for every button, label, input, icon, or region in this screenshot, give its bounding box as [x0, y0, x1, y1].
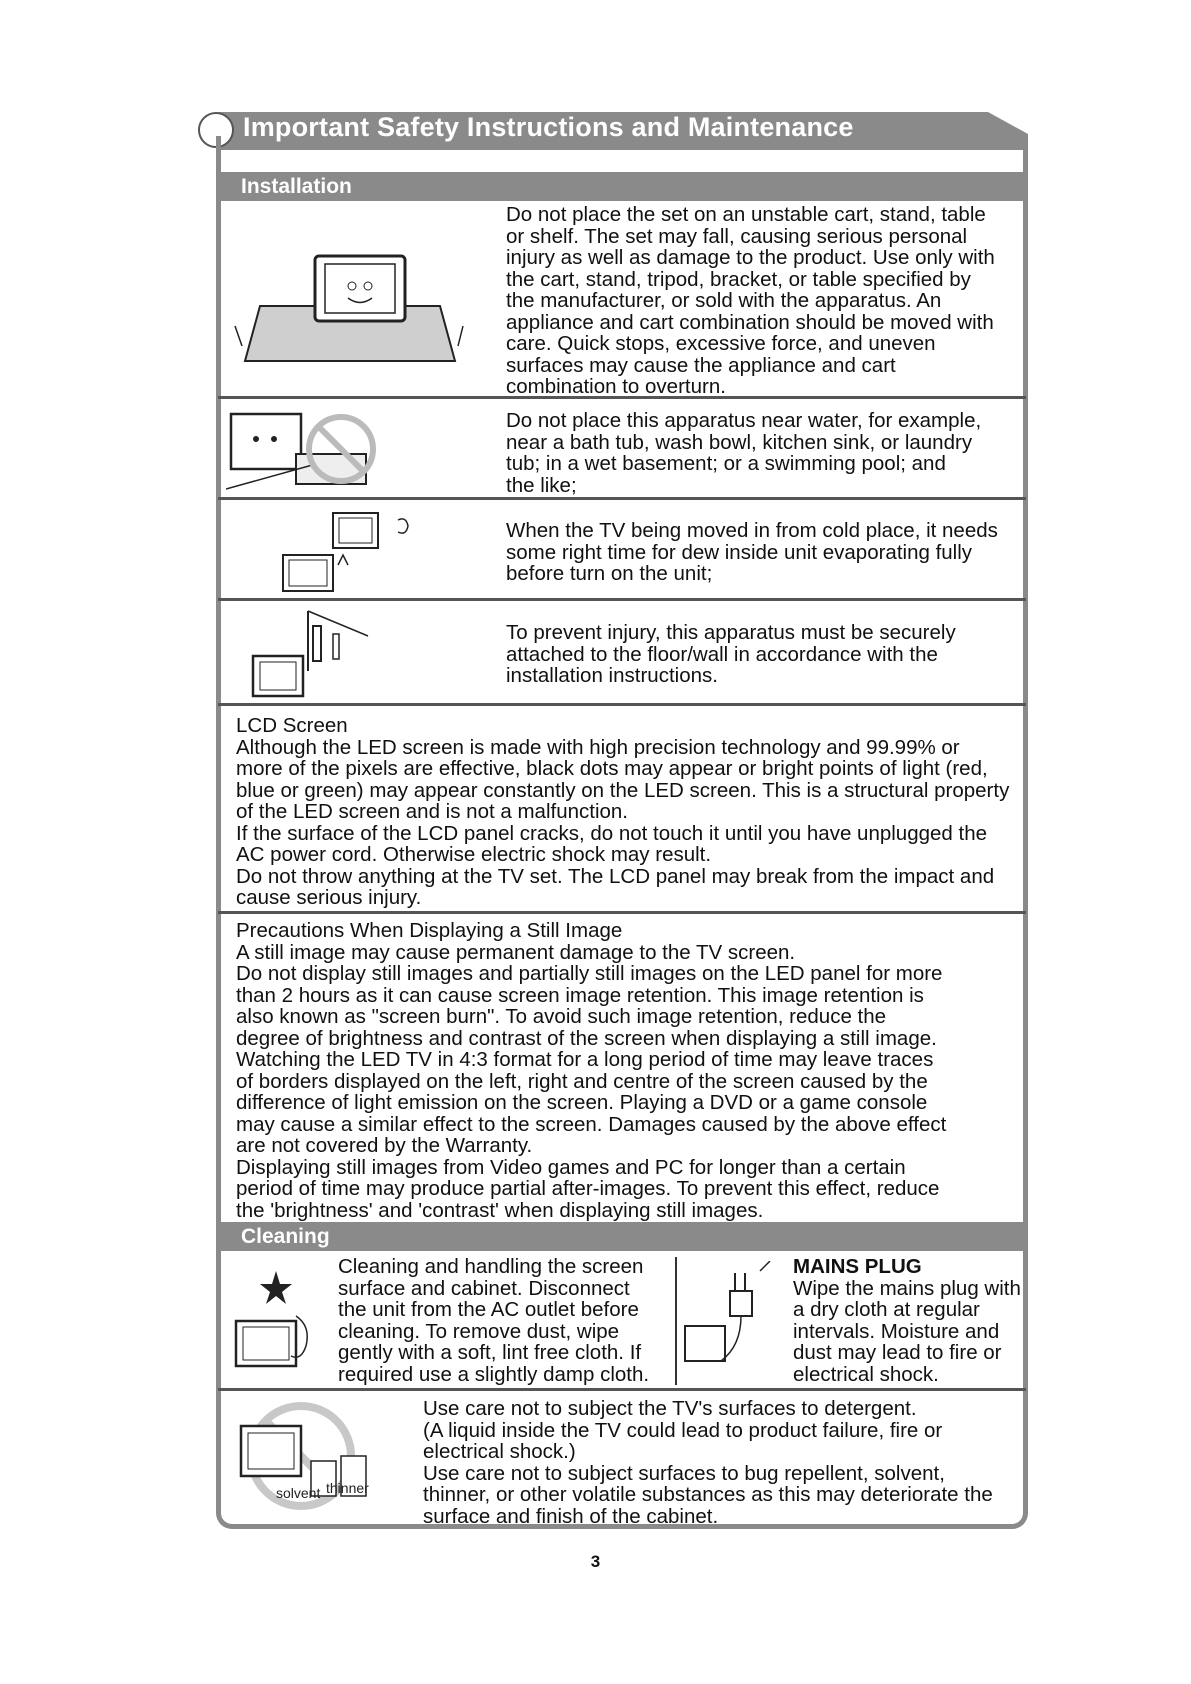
- still-image-section: [218, 914, 1026, 1228]
- thinner-label: thinner: [326, 1480, 369, 1496]
- installation-item-wall: [218, 601, 1026, 706]
- no-solvent-icon: [226, 1396, 376, 1516]
- cleaning-heading: Cleaning: [218, 1222, 1026, 1251]
- installation-item-cart: [218, 201, 1026, 399]
- installation-text-4: To prevent injury, this apparatus must be securely attached to the floor/wall in accordance with the installation instructions.: [506, 621, 956, 687]
- page-number: 3: [590, 1552, 601, 1571]
- page-title: Important Safety Instructions and Maintenance: [243, 112, 854, 142]
- cleaning-text-screen: Cleaning and handling the screen surface and cabinet. Disconnect the unit from the AC outlet before cleaning. To remove dust, wipe gently with a soft, lint free cloth. If required use a slightly damp cloth.: [338, 1255, 650, 1386]
- mains-plug-title: MAINS PLUG: [793, 1255, 922, 1278]
- installation-text-2: Do not place this apparatus near water, for example, near a bath tub, wash bowl, kitchen sink, or laundry tub; in a wet basement; or a swimming pool; and the like;: [506, 409, 982, 497]
- installation-text-1: Do not place the set on an unstable cart, stand, table or shelf. The set may fall, causing serious personal injury as well as damage to the product. Use only with the cart, stand, tripod, bracket, or table specified by the manufacturer, or sold with the apparatus. An appliance and cart combination should be moved with care. Quick stops, excessive force, and uneven surfaces may cause the appliance and cart combination to overturn.: [506, 203, 995, 398]
- installation-item-cold: [218, 500, 1026, 601]
- installation-text-3: When the TV being moved in from cold place, it needs some right time for dew inside unit evaporating fully before turn on the unit;: [506, 519, 998, 585]
- installation-item-water: [218, 399, 1026, 500]
- still-image-text: Precautions When Displaying a Still Image A still image may cause permanent damage to the TV screen. Do not display still images and partially still images on the LED panel for more than 2 hours as it can cause screen image retention. This image retention is also known as "screen burn". To avoid such image retention, reduce the degree of brightness and contrast of the screen when displaying a still image. Watching the LED TV in 4:3 format for a long period of time may leave traces of borders displayed on the left, right and centre of the screen caused by the difference of light emission on the screen. Playing a DVD or a game console may cause a similar effect to the screen. Damages caused by the above effect are not covered by the Warranty. Displaying still images from Video games and PC for longer than a certain period of time may produce partial after-images. To prevent this effect, reduce the 'brightness' and 'contrast' when displaying still images.: [236, 919, 947, 1222]
- lcd-screen-text: LCD Screen Although the LED screen is made with high precision technology and 99.99% or more of the pixels are effective, black dots may appear or bright points of light (red, blue or green) may appear constantly on the LED screen. This is a structural property of the LED screen and is not a malfunction. If the surface of the LCD panel cracks, do not touch it until you have unplugged the AC power cord. Otherwise electric shock may result. Do not throw anything at the TV set. The LCD panel may break from the impact and cause serious injury.: [236, 714, 1010, 909]
- solvent-label: solvent: [276, 1485, 321, 1501]
- cleaning-item-screen: [218, 1251, 1026, 1391]
- tv-cleaning-icon: [226, 1266, 326, 1381]
- tv-near-water-icon: [226, 404, 386, 494]
- lcd-screen-section: [218, 706, 1026, 914]
- detergent-text: Use care not to subject the TV's surfaces to detergent. (A liquid inside the TV could lead to product failure, fire or electrical shock.) Use care not to subject surfaces to bug repellent, solvent, thinner, or other volatile substances as this may deteriorate the surface and finish of the cabinet.: [423, 1397, 993, 1528]
- cleaning-divider: [675, 1257, 677, 1385]
- tv-moved-indoors-icon: [278, 510, 438, 596]
- mains-plug-icon: [680, 1261, 780, 1381]
- mains-plug-text: MAINS PLUG Wipe the mains plug with a dry cloth at regular intervals. Moisture and dust may lead to fire or electrical shock.: [793, 1255, 1021, 1386]
- cleaning-item-detergent: [218, 1391, 1026, 1528]
- tv-on-table-icon: [230, 251, 470, 366]
- tv-wall-mount-icon: [248, 606, 388, 701]
- installation-heading: Installation: [218, 172, 1026, 201]
